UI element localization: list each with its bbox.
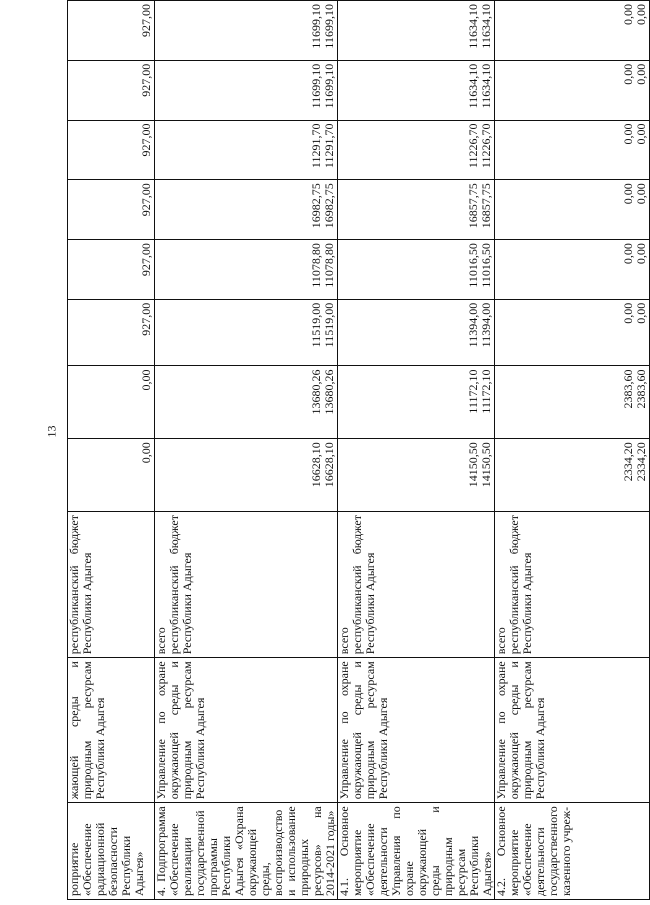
- value-total: 16982,75: [309, 183, 323, 229]
- value-cell: [338, 439, 495, 512]
- value-cell: [68, 60, 155, 120]
- value-cell: [68, 180, 155, 240]
- funding-source-cell: [68, 512, 155, 658]
- value-total: 0,00: [621, 4, 635, 25]
- funding-source-cell: [495, 512, 650, 658]
- value-total: 2383,60: [621, 369, 635, 409]
- funding-source: республиканский бюджет Республики Адыгея: [67, 515, 94, 655]
- value-total: 11699,10: [309, 63, 323, 109]
- value-cell: [338, 1, 495, 61]
- value-cell: [338, 366, 495, 439]
- value-total: 11016,50: [466, 243, 480, 288]
- value: 927,00: [139, 4, 153, 37]
- value-cell: [155, 439, 338, 512]
- value-total: 13680,26: [309, 369, 323, 415]
- executor-text: жающей среды и природным ресурсам Республики Адыгея: [67, 661, 107, 800]
- value-cell: [495, 439, 650, 512]
- value-budget: 11634,10: [479, 63, 493, 109]
- value-cell: [155, 180, 338, 240]
- measure-name: роприятие «Обеспечение радиационной безопасности Республики Адыгея»: [67, 822, 146, 896]
- value: 927,00: [139, 63, 153, 97]
- value-total: 11634,10: [466, 63, 480, 109]
- value-budget: 0,00: [634, 302, 648, 324]
- value-total: 16857,75: [466, 183, 480, 229]
- table-row: [495, 1, 650, 900]
- executor-text: Управление по охране окружающей среды и природным ресурсам Республики Адыгея: [154, 661, 207, 800]
- value-cell: [68, 366, 155, 439]
- value-budget: 2383,60: [634, 369, 648, 409]
- value-budget: 11172,10: [479, 369, 493, 414]
- table-row: [338, 1, 495, 900]
- funding-source-cell: [338, 512, 495, 658]
- executor-cell: [338, 658, 495, 803]
- executor-text: Управление по охране окружающей среды и природным ресурсам Республики Адыгея: [494, 661, 547, 800]
- value-cell: [495, 366, 650, 439]
- value-cell: [68, 120, 155, 180]
- value-budget: 0,00: [634, 243, 648, 265]
- value-budget: 2334,20: [634, 442, 648, 482]
- value: 927,00: [139, 243, 153, 277]
- value-cell: [155, 1, 338, 61]
- value-cell: [495, 180, 650, 240]
- value-cell: [338, 120, 495, 180]
- funding-source: всего: [154, 627, 168, 655]
- funding-source: республиканский бюджет Республики Адыгея: [507, 515, 534, 655]
- value-budget: 0,00: [634, 4, 648, 25]
- page-number: 13: [44, 425, 59, 438]
- value-budget: 11226,70: [479, 123, 493, 169]
- value-budget: 11291,70: [322, 123, 336, 169]
- value-cell: [155, 240, 338, 300]
- value-cell: [155, 120, 338, 180]
- value-budget: 16628,10: [322, 442, 336, 488]
- value-total: 11634,10: [466, 4, 480, 49]
- value-total: 11078,80: [309, 243, 323, 288]
- value-total: 0,00: [621, 243, 635, 265]
- table-row: [68, 1, 155, 900]
- value-budget: 0,00: [634, 183, 648, 205]
- funding-source: республиканский бюджет Республики Адыгея: [167, 515, 194, 655]
- value-cell: [68, 299, 155, 366]
- value-total: 11172,10: [466, 369, 480, 414]
- value-total: 11519,00: [309, 302, 323, 348]
- funding-source: всего: [337, 627, 351, 655]
- value-budget: 11016,50: [479, 243, 493, 288]
- value-total: 11291,70: [309, 123, 323, 169]
- value-budget: 11634,10: [479, 4, 493, 49]
- value-cell: [495, 1, 650, 61]
- value-total: 2334,20: [621, 442, 635, 482]
- value-cell: [495, 299, 650, 366]
- measure-name-cell: [495, 803, 650, 900]
- value-budget: 11699,10: [322, 63, 336, 109]
- funding-source: республиканский бюджет Республики Адыгея: [350, 515, 377, 655]
- value-cell: [155, 60, 338, 120]
- value-total: 14150,50: [466, 442, 480, 488]
- value-cell: [68, 439, 155, 512]
- value-total: 0,00: [621, 302, 635, 324]
- budget-table: [67, 0, 650, 900]
- value-budget: 11078,80: [322, 243, 336, 288]
- value: 0,00: [139, 369, 153, 391]
- value: 0,00: [139, 442, 153, 464]
- value-total: 11394,00: [466, 302, 480, 348]
- executor-cell: [155, 658, 338, 803]
- table-body: [68, 1, 650, 900]
- funding-source: всего: [494, 627, 508, 655]
- value-budget: 11394,00: [479, 302, 493, 348]
- table-row: [155, 1, 338, 900]
- value-budget: 0,00: [634, 63, 648, 85]
- value-total: 11226,70: [466, 123, 480, 169]
- value-budget: 11699,10: [322, 4, 336, 49]
- value: 927,00: [139, 123, 153, 157]
- value-budget: 11519,00: [322, 302, 336, 348]
- measure-name: 4.2. Основное мероприятие «Обеспечение деятельности государственного казенного учреж-: [494, 806, 573, 896]
- value-cell: [495, 240, 650, 300]
- value-cell: [338, 299, 495, 366]
- value-total: 0,00: [621, 63, 635, 85]
- measure-name: 4.1. Основное мероприятие «Обеспечение деятельности Управления по охране окружающей среды и природным ресурсам Республики Адыгея»: [337, 806, 494, 896]
- value-cell: [495, 120, 650, 180]
- measure-name: 4. Подпрограмма «Обеспечение реализации государственной программы Республики Адыгея «Охрана окружающей среды, воспроизводство и использование природных ресурсов» на 2014-2021 годы»: [154, 806, 337, 896]
- funding-source-cell: [155, 512, 338, 658]
- value: 927,00: [139, 302, 153, 336]
- value-cell: [155, 366, 338, 439]
- value-budget: 16982,75: [322, 183, 336, 229]
- executor-cell: [495, 658, 650, 803]
- value-budget: 0,00: [634, 123, 648, 145]
- measure-name-cell: [338, 803, 495, 900]
- value-budget: 16857,75: [479, 183, 493, 229]
- value-total: 11699,10: [309, 4, 323, 49]
- value-total: 0,00: [621, 183, 635, 205]
- executor-cell: [68, 658, 155, 803]
- measure-name-cell: [68, 803, 155, 900]
- value-cell: [495, 60, 650, 120]
- value-cell: [338, 180, 495, 240]
- value: 927,00: [139, 183, 153, 217]
- value-cell: [338, 60, 495, 120]
- value-total: 16628,10: [309, 442, 323, 488]
- value-cell: [338, 240, 495, 300]
- value-budget: 13680,26: [322, 369, 336, 415]
- measure-name-cell: [155, 803, 338, 900]
- value-total: 0,00: [621, 123, 635, 145]
- value-budget: 14150,50: [479, 442, 493, 488]
- value-cell: [68, 240, 155, 300]
- value-cell: [155, 299, 338, 366]
- value-cell: [68, 1, 155, 61]
- executor-text: Управление по охране окружающей среды и природным ресурсам Республики Адыгея: [337, 661, 390, 800]
